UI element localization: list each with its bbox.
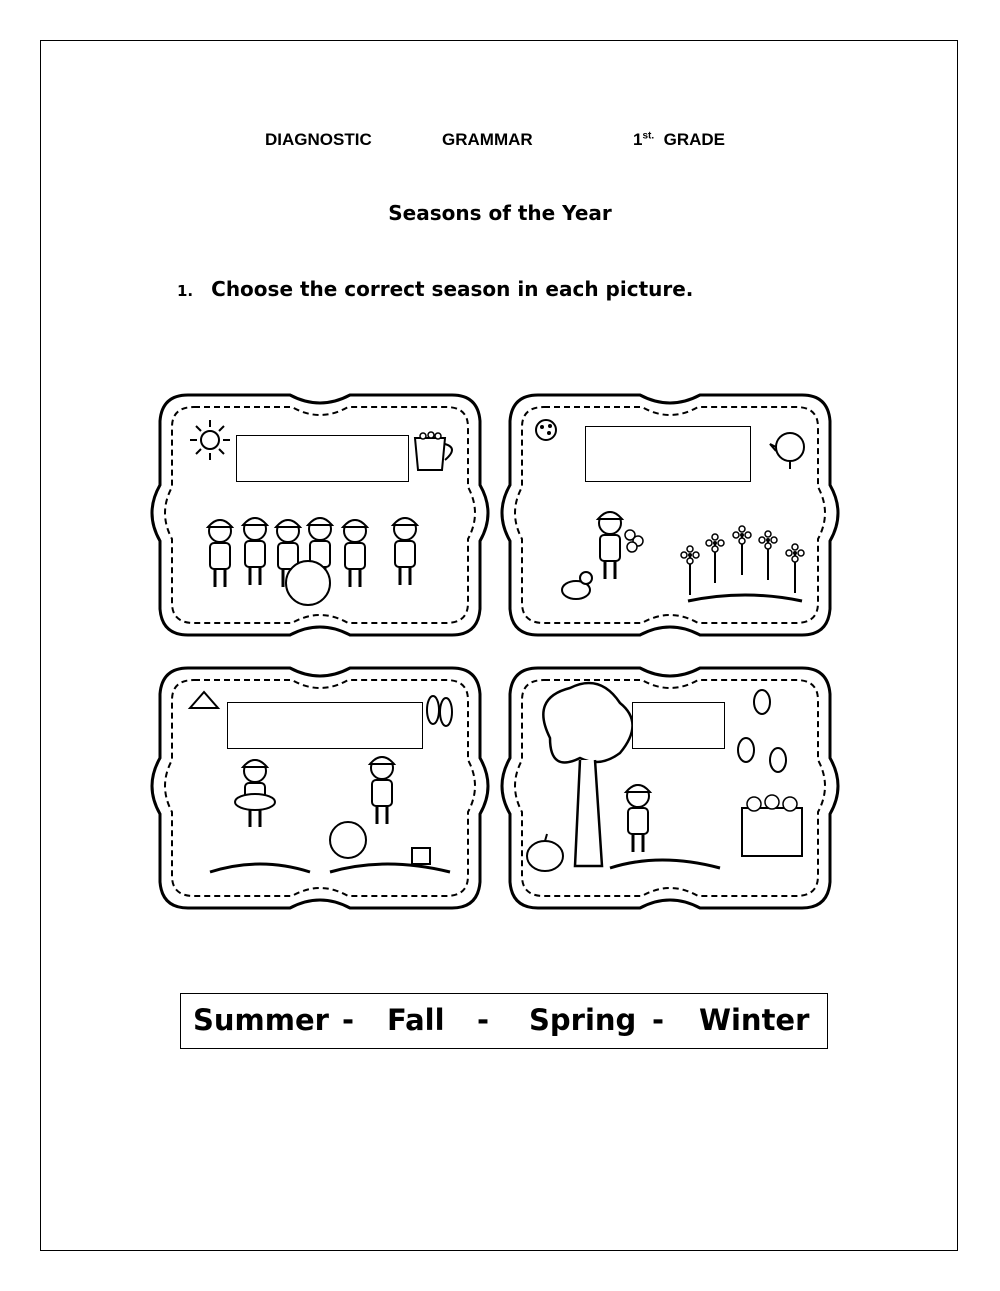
- picture-winter-frame: [152, 395, 488, 635]
- answer-box-spring[interactable]: [585, 426, 751, 482]
- apple-basket-icon: [742, 795, 802, 856]
- instruction-text: Choose the correct season in each picture.: [211, 277, 694, 301]
- instruction-number: 1.: [177, 282, 194, 300]
- word-spring: Spring: [529, 1003, 637, 1037]
- word-separator: -: [342, 1003, 355, 1037]
- word-summer: Summer: [193, 1003, 329, 1037]
- header-grammar: GRAMMAR: [442, 130, 533, 149]
- header-diagnostic: DIAGNOSTIC: [265, 130, 372, 149]
- answer-box-winter[interactable]: [236, 435, 409, 482]
- word-separator: -: [652, 1003, 665, 1037]
- grade-suffix: st.: [642, 130, 655, 142]
- word-winter: Winter: [699, 1003, 810, 1037]
- answer-box-fall[interactable]: [632, 702, 725, 749]
- word-separator: -: [477, 1003, 490, 1037]
- ladybug-icon: [536, 420, 556, 440]
- grade-label: GRADE: [663, 130, 725, 149]
- word-fall: Fall: [387, 1003, 445, 1037]
- page-title: Seasons of the Year: [388, 201, 612, 225]
- grade-number: 1: [633, 130, 643, 149]
- sun-icon: [190, 420, 230, 460]
- word-bank: [180, 993, 828, 1049]
- answer-box-summer[interactable]: [227, 702, 423, 749]
